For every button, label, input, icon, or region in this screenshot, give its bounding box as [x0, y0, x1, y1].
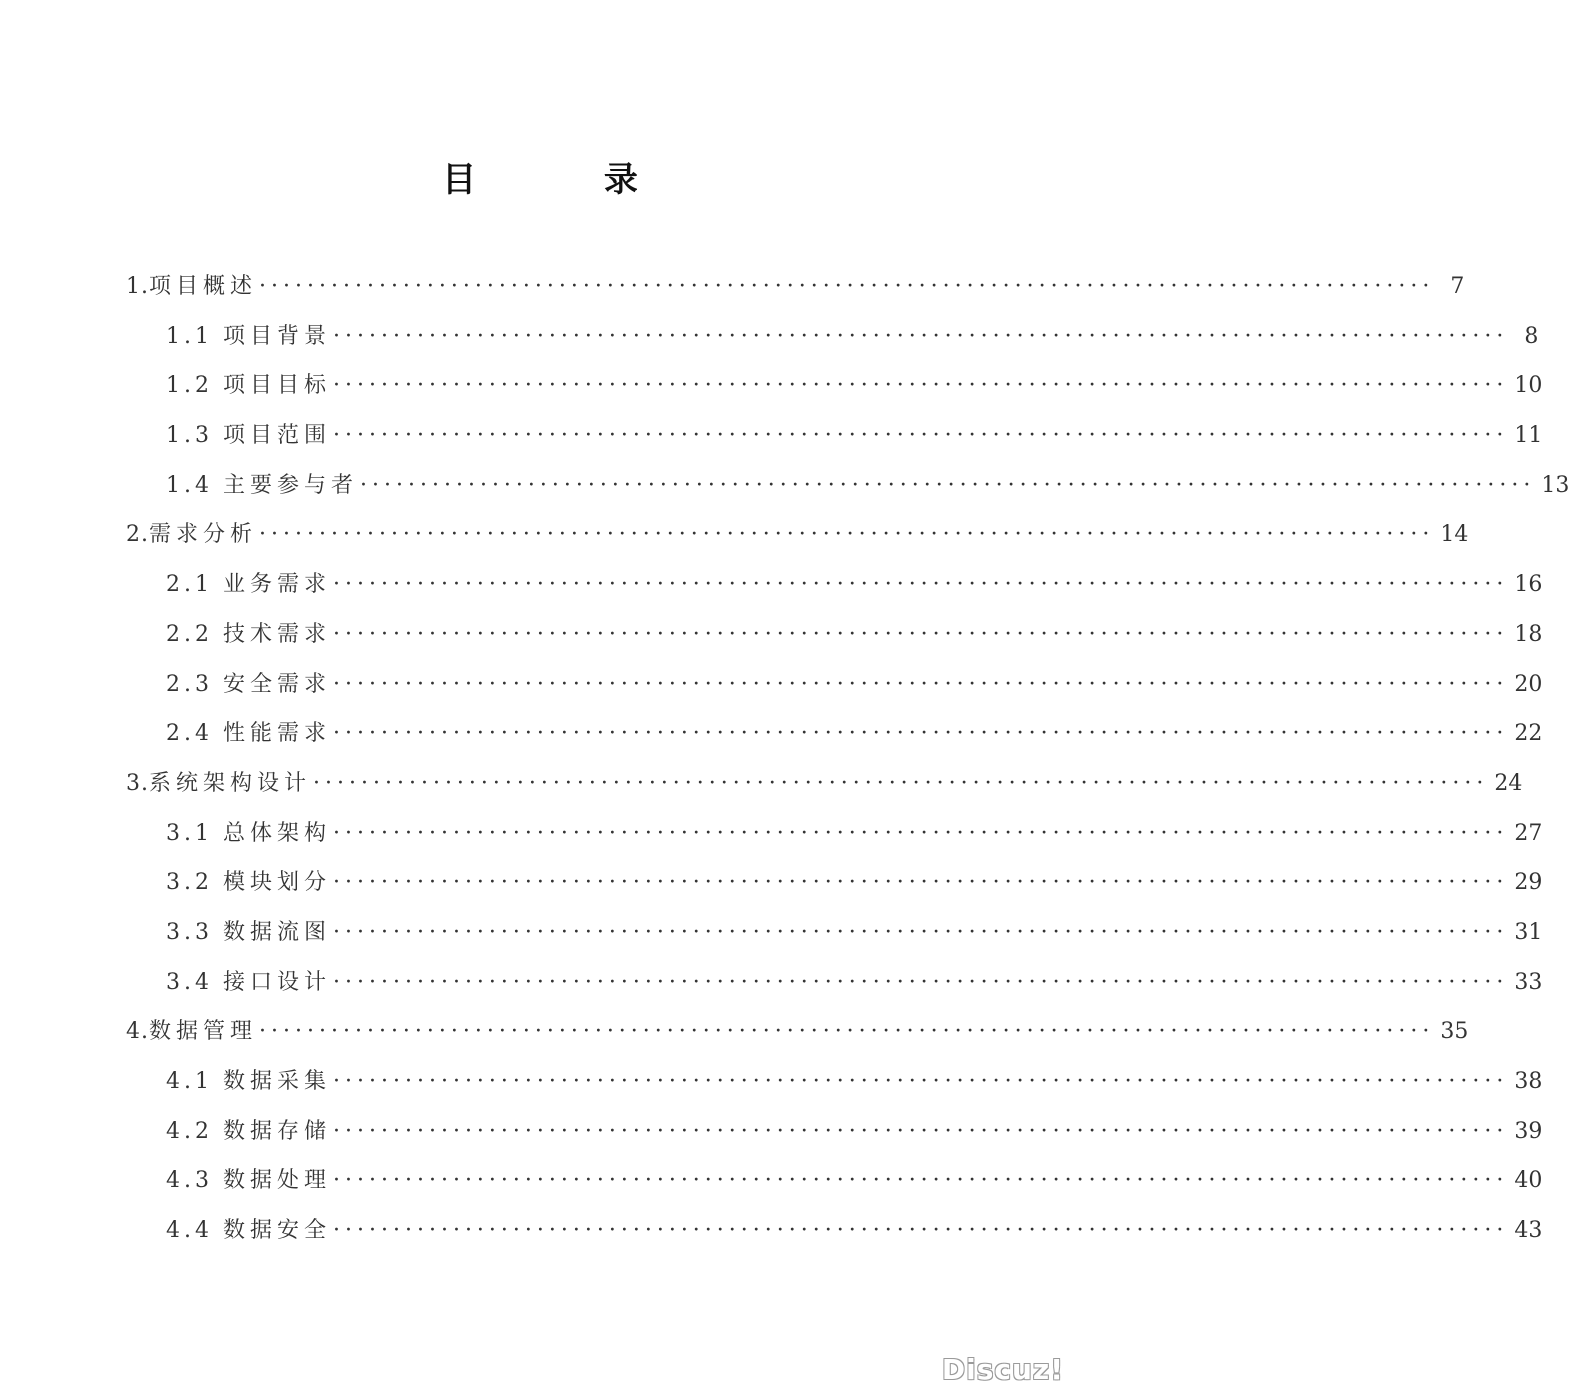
toc-entry-title: 数据采集 [223, 1069, 332, 1094]
toc-entry-title: 需求分析 [149, 522, 258, 548]
toc-entry-page: 14 [1440, 522, 1469, 548]
toc-entry-title: 主要参与者 [223, 472, 359, 498]
toc-entry-page: 38 [1514, 1069, 1543, 1094]
toc-entry-number: 1.1 [166, 323, 213, 349]
toc-leader-dots: ·································································································· [333, 1069, 1509, 1094]
toc-entry-page: 43 [1514, 1218, 1543, 1244]
toc-entry-number: 1.2 [166, 373, 213, 399]
toc-entry-4[interactable] [126, 1007, 1469, 1057]
toc-entry-title: 数据存储 [223, 1118, 332, 1144]
toc-entry-4-4[interactable] [126, 1206, 1543, 1256]
toc-leader-dots: ·································································································· [333, 1218, 1509, 1244]
toc-entry-number: 1. [126, 274, 149, 299]
toc-entry-title: 技术需求 [223, 621, 332, 647]
toc-entry-2-1[interactable] [126, 560, 1543, 610]
toc-entry-title: 性能需求 [223, 721, 332, 747]
toc-entry-number: 4.4 [166, 1218, 213, 1244]
toc-entry-2-2[interactable] [126, 610, 1543, 660]
toc-leader-dots: ·································································································· [259, 522, 1435, 548]
toc-entry-1-1[interactable] [126, 312, 1539, 362]
toc-entry-page: 11 [1514, 423, 1543, 449]
toc-entry-1-2[interactable] [126, 361, 1543, 411]
toc-entry-page: 40 [1514, 1168, 1543, 1194]
toc-entry-page: 13 [1541, 472, 1569, 498]
toc-entry-number: 3.1 [166, 820, 213, 846]
toc-entry-number: 4. [126, 1019, 149, 1045]
toc-leader-dots: ·································································································· [333, 969, 1509, 995]
toc-entry-1[interactable] [126, 262, 1465, 312]
toc-leader-dots: ·································································································· [333, 1118, 1509, 1144]
toc-entry-page: 8 [1524, 323, 1539, 349]
toc-leader-dots: ·································································································· [333, 423, 1509, 449]
toc-entry-number: 4.1 [166, 1069, 213, 1094]
toc-entry-number: 1.4 [166, 472, 213, 498]
toc-leader-dots: ·································································································· [333, 323, 1509, 349]
toc-entry-page: 31 [1514, 919, 1543, 945]
toc-entry-page: 18 [1514, 621, 1543, 647]
toc-entry-1-3[interactable] [126, 411, 1543, 461]
toc-leader-dots: ·································································································· [333, 721, 1509, 747]
toc-entry-title: 数据流图 [223, 919, 332, 945]
toc-entry-3-4[interactable] [126, 958, 1543, 1008]
toc-entry-page: 7 [1450, 274, 1465, 299]
toc-entry-number: 2.3 [166, 671, 213, 697]
toc-leader-dots: ·································································································· [333, 1168, 1509, 1194]
toc-entry-number: 1.3 [166, 423, 213, 449]
toc-entry-title: 接口设计 [223, 969, 332, 995]
toc-entry-title: 项目范围 [223, 423, 332, 449]
toc-entry-4-2[interactable] [126, 1107, 1543, 1157]
toc-entry-1-4[interactable] [126, 461, 1569, 511]
toc-leader-dots: ·································································································· [333, 621, 1509, 647]
toc-leader-dots: ·································································································· [313, 770, 1489, 796]
toc-entry-3-2[interactable] [126, 858, 1543, 908]
toc-leader-dots: ·································································································· [333, 919, 1509, 945]
toc-entry-number: 2.2 [166, 621, 213, 647]
toc-entry-number: 3.3 [166, 919, 213, 945]
toc-entry-4-3[interactable] [126, 1156, 1543, 1206]
toc-leader-dots: ·································································································· [360, 472, 1536, 498]
toc-leader-dots: ·································································································· [333, 572, 1509, 598]
toc-entry-2[interactable] [126, 510, 1469, 560]
toc-entry-title: 项目概述 [149, 274, 258, 299]
toc-entry-title: 系统架构设计 [149, 770, 312, 796]
toc-entry-page: 24 [1494, 770, 1523, 796]
toc-leader-dots: ·································································································· [259, 1019, 1435, 1045]
toc-entry-page: 10 [1514, 373, 1543, 399]
toc-entry-page: 16 [1514, 572, 1543, 598]
table-of-contents [126, 262, 1569, 1256]
toc-entry-number: 3.2 [166, 870, 213, 896]
toc-entry-number: 2.4 [166, 721, 213, 747]
toc-entry-title: 项目背景 [223, 323, 332, 349]
page-title: 目 录 [442, 160, 696, 200]
toc-entry-number: 2. [126, 522, 149, 548]
toc-entry-3-3[interactable] [126, 908, 1543, 958]
toc-entry-3-1[interactable] [126, 809, 1543, 859]
toc-entry-page: 35 [1440, 1019, 1469, 1045]
toc-entry-2-3[interactable] [126, 660, 1543, 710]
toc-entry-number: 4.2 [166, 1118, 213, 1144]
toc-entry-title: 总体架构 [223, 820, 332, 846]
toc-entry-page: 22 [1514, 721, 1543, 747]
toc-entry-number: 3.4 [166, 969, 213, 995]
toc-entry-2-4[interactable] [126, 709, 1543, 759]
toc-entry-4-1[interactable] [126, 1057, 1543, 1107]
toc-leader-dots: ·································································································· [333, 373, 1509, 399]
toc-entry-page: 27 [1514, 820, 1543, 846]
toc-entry-page: 39 [1514, 1118, 1543, 1144]
toc-entry-number: 4.3 [166, 1168, 213, 1194]
toc-entry-title: 模块划分 [223, 870, 332, 896]
toc-entry-number: 3. [126, 770, 149, 796]
watermark-logo: Discuz! [941, 1353, 1064, 1386]
toc-leader-dots: ·································································································· [333, 870, 1509, 896]
toc-entry-number: 2.1 [166, 572, 213, 598]
toc-entry-title: 数据管理 [149, 1019, 258, 1045]
toc-entry-title: 数据处理 [223, 1168, 332, 1194]
toc-entry-title: 项目目标 [223, 373, 332, 399]
toc-entry-title: 业务需求 [223, 572, 332, 598]
toc-entry-page: 33 [1514, 969, 1543, 995]
toc-entry-page: 20 [1514, 671, 1543, 697]
toc-entry-title: 安全需求 [223, 671, 332, 697]
toc-leader-dots: ·································································································· [333, 820, 1509, 846]
toc-entry-page: 29 [1514, 870, 1543, 896]
toc-leader-dots: ·································································································· [333, 671, 1509, 697]
toc-entry-3[interactable] [126, 759, 1523, 809]
toc-entry-title: 数据安全 [223, 1218, 332, 1244]
toc-leader-dots: ·································································································· [259, 274, 1435, 299]
